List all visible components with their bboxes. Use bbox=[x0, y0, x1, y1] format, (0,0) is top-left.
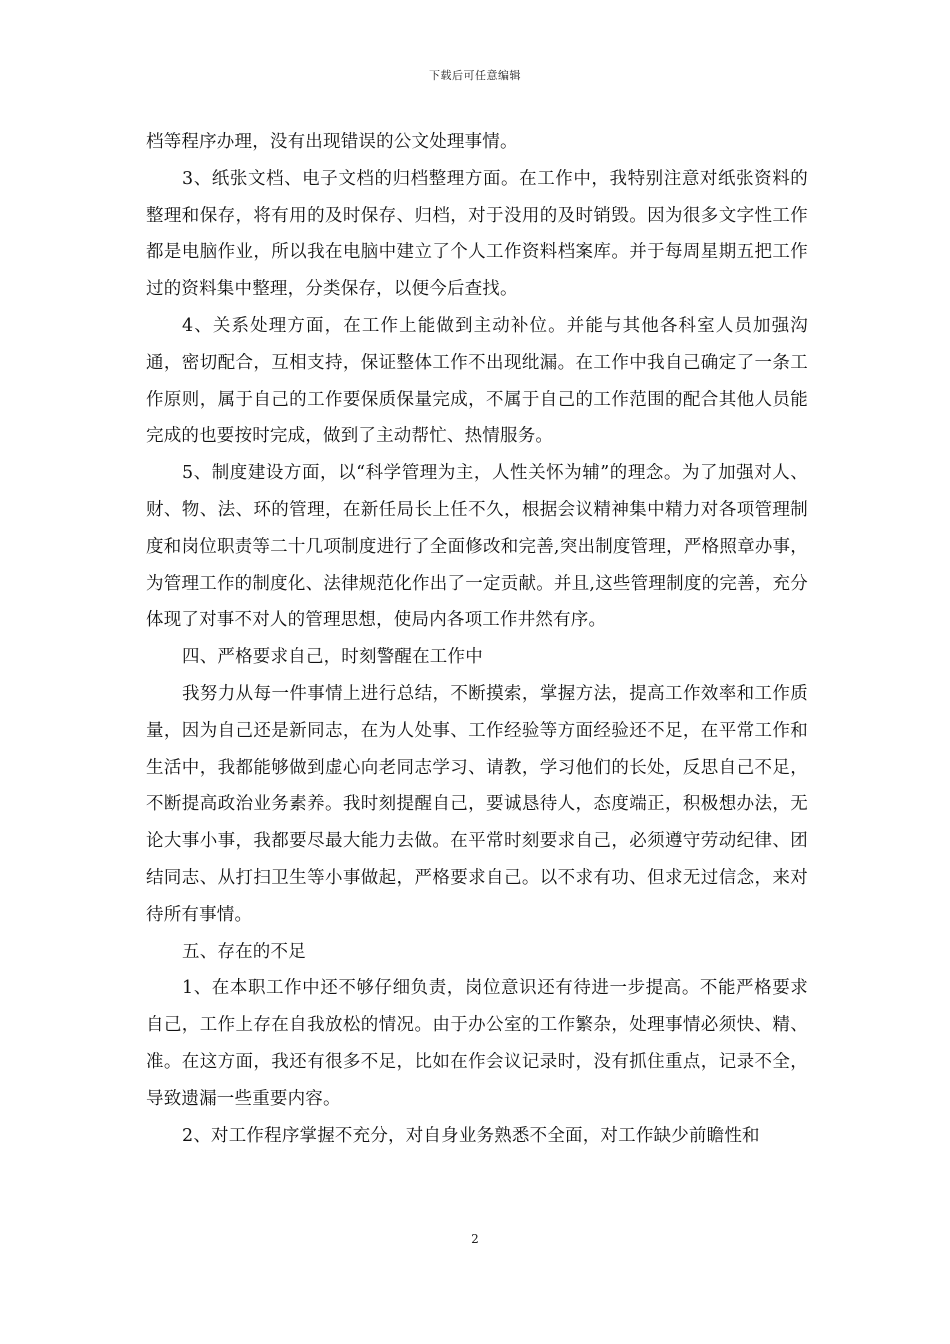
page-number: 2 bbox=[471, 1232, 479, 1246]
paragraph-relations: 4、关系处理方面，在工作上能做到主动补位。并能与其他各科室人员加强沟通，密切配合，互相支持，保证整体工作不出现纰漏。在工作中我自己确定了一条工作原则，属于自己的工作要保质保量完成，不属于自己的工作范围的配合其他人员能完成的也要按时完成，做到了主动帮忙、热情服务。 bbox=[146, 315, 808, 447]
paragraph-shortcoming-2: 2、对工作程序掌握不充分，对自身业务熟悉不全面，对工作缺少前瞻性和 bbox=[182, 1125, 760, 1146]
section-heading-strict-requirements: 四、严格要求自己，时刻警醒在工作中 bbox=[182, 647, 483, 668]
paragraph-self-improvement: 我努力从每一件事情上进行总结，不断摸索，掌握方法，提高工作效率和工作质量，因为自己还是新同志，在为人处事、工作经验等方面经验还不足，在平常工作和生活中，我都能够做到虚心向老同志学习、请教，学习他们的长处，反思自己不足，不断提高政治业务素养。我时刻提醒自己，要诚恳待人，态度端正，积极想办法，无论大事小事，我都要尽最大能力去做。在平常时刻要求自己，必须遵守劳动纪律、团结同志、从打扫卫生等小事做起，严格要求自己。以不求有功、但求无过信念，来对待所有事情。 bbox=[146, 683, 808, 925]
section-heading-shortcomings: 五、存在的不足 bbox=[182, 941, 306, 962]
page-header-note: 下载后可任意编辑 bbox=[429, 69, 521, 82]
paragraph-archiving: 3、纸张文档、电子文档的归档整理方面。在工作中，我特别注意对纸张资料的整理和保存，将有用的及时保存、归档，对于没用的及时销毁。因为很多文字性工作都是电脑作业，所以我在电脑中建立了个人工作资料档案库。并于每周星期五把工作过的资料集中整理，分类保存，以便今后查找。 bbox=[146, 168, 808, 300]
document-body bbox=[146, 124, 808, 1154]
paragraph-shortcoming-1: 1、在本职工作中还不够仔细负责，岗位意识还有待进一步提高。不能严格要求自己，工作上存在自我放松的情况。由于办公室的工作繁杂，处理事情必须快、精、准。在这方面，我还有很多不足，比如在作会议记录时，没有抓住重点，记录不全，导致遗漏一些重要内容。 bbox=[146, 978, 808, 1109]
paragraph-continuation: 档等程序办理，没有出现错误的公文处理事情。 bbox=[146, 132, 518, 152]
paragraph-system-building: 5、制度建设方面，以“科学管理为主，人性关怀为辅”的理念。为了加强对人、财、物、法、环的管理，在新任局长上任不久，根据会议精神集中精力对各项管理制度和岗位职责等二十几项制度进行了全面修改和完善,突出制度管理，严格照章办事，为管理工作的制度化、法律规范化作出了一定贡献。并且,这些管理制度的完善，充分体现了对事不对人的管理思想，使局内各项工作井然有序。 bbox=[146, 463, 808, 631]
